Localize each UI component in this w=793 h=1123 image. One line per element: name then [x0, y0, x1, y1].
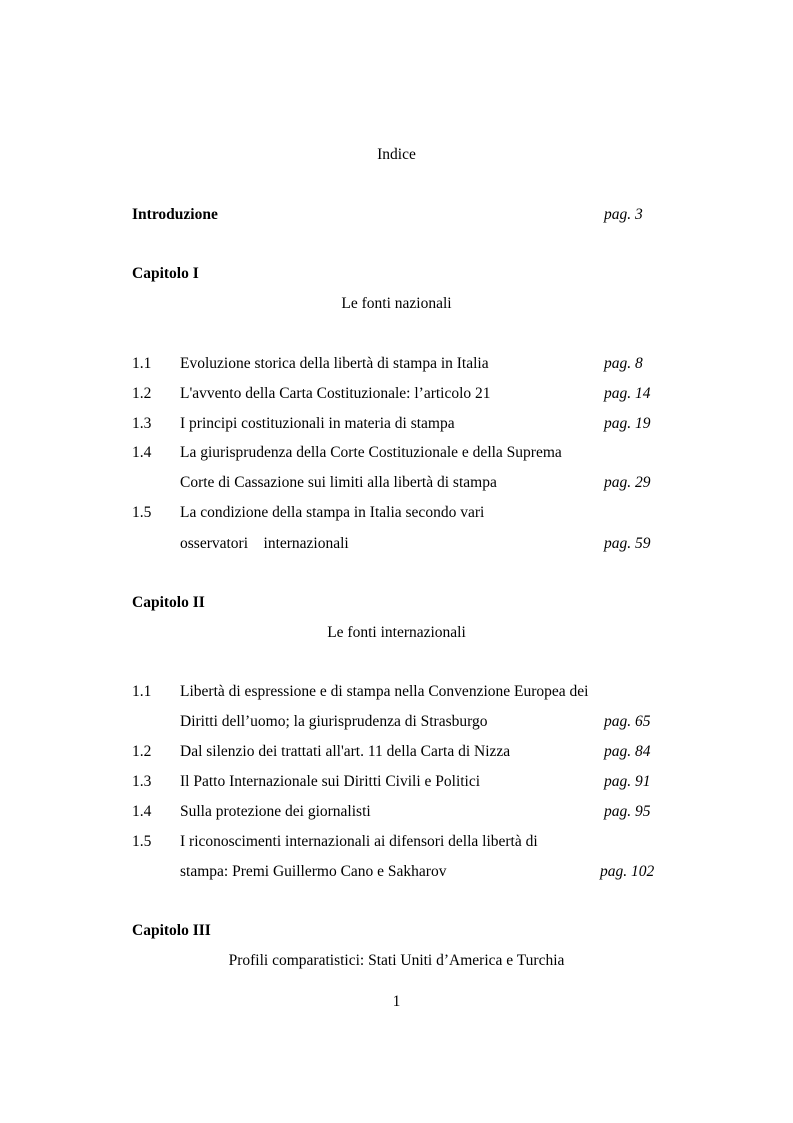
chapter-2-label: Capitolo II [132, 594, 205, 611]
page-number: 1 [392, 993, 401, 1010]
intro-label: Introduzione [132, 206, 218, 223]
toc-page: pag. 91 [604, 773, 651, 790]
toc-page: pag. 19 [604, 415, 651, 432]
toc-entry: Dal silenzio dei trattati all'art. 11 della Carta di Nizza [180, 743, 511, 760]
chapter-3-label: Capitolo III [132, 922, 211, 939]
toc-page: pag. 59 [604, 535, 651, 552]
toc-page: pag. 29 [604, 474, 651, 491]
toc-entry: La giurisprudenza della Corte Costituzionale e della Suprema [180, 444, 562, 461]
toc-number: 1.2 [132, 743, 152, 760]
toc-entry: La condizione della stampa in Italia secondo vari [180, 504, 485, 521]
toc-number: 1.4 [132, 803, 152, 820]
chapter-3-subtitle: Profili comparatistici: Stati Uniti d’America e Turchia [228, 952, 565, 969]
toc-entry: I riconoscimenti internazionali ai difensori della libertà di [180, 833, 538, 850]
chapter-1-subtitle: Le fonti nazionali [341, 295, 452, 312]
toc-page: pag. 84 [604, 743, 651, 760]
toc-page: pag. 14 [604, 385, 651, 402]
toc-entry: Sulla protezione dei giornalisti [180, 803, 371, 820]
toc-entry-continuation: Corte di Cassazione sui limiti alla libertà di stampa [180, 474, 497, 491]
toc-page: pag. 8 [604, 355, 643, 372]
intro-page: pag. 3 [604, 206, 643, 223]
toc-number: 1.3 [132, 415, 152, 432]
index-title: Indice [377, 146, 416, 163]
toc-entry: I principi costituzionali in materia di stampa [180, 415, 455, 432]
toc-number: 1.2 [132, 385, 152, 402]
toc-page: pag. 65 [604, 713, 651, 730]
toc-number: 1.1 [132, 683, 152, 700]
toc-number: 1.5 [132, 833, 152, 850]
toc-number: 1.3 [132, 773, 152, 790]
toc-entry-continuation: osservatori internazionali [180, 535, 349, 552]
toc-number: 1.1 [132, 355, 152, 372]
toc-entry: Libertà di espressione e di stampa nella Convenzione Europea dei [180, 683, 589, 700]
toc-entry: Evoluzione storica della libertà di stampa in Italia [180, 355, 489, 372]
toc-number: 1.5 [132, 504, 152, 521]
toc-entry: L'avvento della Carta Costituzionale: l’articolo 21 [180, 385, 491, 402]
toc-entry: Il Patto Internazionale sui Diritti Civili e Politici [180, 773, 481, 790]
toc-entry-continuation: Diritti dell’uomo; la giurisprudenza di Strasburgo [180, 713, 488, 730]
toc-entry-continuation: stampa: Premi Guillermo Cano e Sakharov [180, 863, 447, 880]
toc-page: pag. 102 [600, 863, 655, 880]
toc-page: pag. 95 [604, 803, 651, 820]
toc-number: 1.4 [132, 444, 152, 461]
chapter-1-label: Capitolo I [132, 265, 199, 282]
chapter-2-subtitle: Le fonti internazionali [327, 624, 466, 641]
